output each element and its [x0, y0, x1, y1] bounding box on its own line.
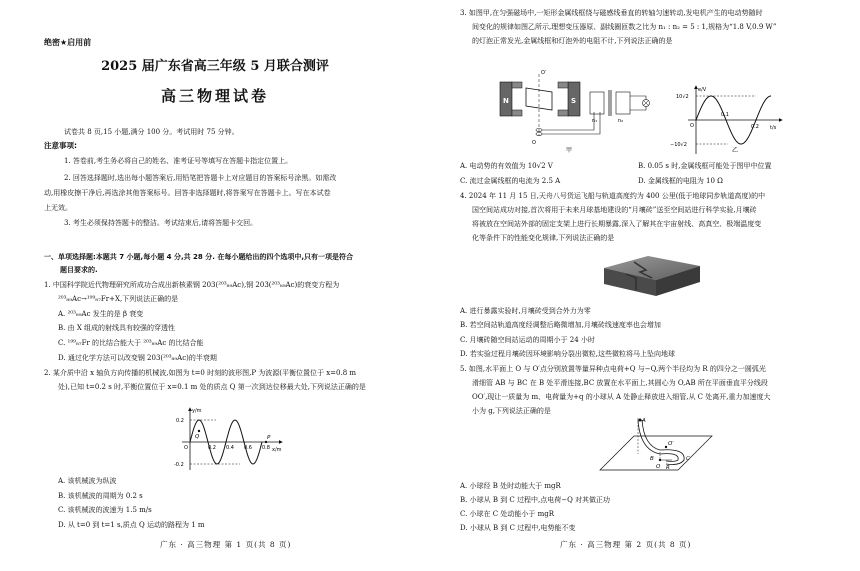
label-o2: O′	[668, 441, 674, 447]
notice-line: 1. 答卷前,考生务必将自己的姓名、准考证号等填写在答题卡指定位置上。	[64, 157, 293, 165]
point-q	[198, 430, 200, 432]
question-stem: 5. 如图,水平面上 O 与 O′点分别放置等量异种点电荷+Q 与−Q,两个半径均为 R 的四分之一圆弧光	[460, 365, 766, 373]
section-heading: 题目要求的.	[60, 266, 98, 274]
exam-intro: 试卷共 8 页,15 小题,满分 100 分。考试用时 75 分钟。	[64, 128, 239, 136]
section-heading: 一、单项选择题:本题共 7 小题,每小题 4 分,共 28 分. 在每小题给出的四个选项中,只有一项是符合	[44, 253, 353, 261]
wave-xtick: 0.2	[208, 445, 216, 451]
page-footer: 广东 · 高三物理 第 1 页(共 8 页)	[160, 540, 292, 549]
option-a: A. 进行暴露实验时,月壤砖受到合外力为零	[460, 307, 591, 315]
emf-ylabel: e/V	[698, 87, 707, 93]
question-stem: 处),已知 t=0.2 s 时,平衡位置位于 x=0.1 m 处的质点 Q 第一次到达位移最大处,下列说法正确的是	[58, 383, 366, 391]
question-stem: OO′,现让一质量为 m、电荷量为+q 的小球从 A 处静止释放进入细管,从 C 处离开,重力加速度大	[472, 393, 771, 401]
wave-ytick: -0.2	[174, 462, 184, 468]
label-n1: n₁	[592, 118, 598, 124]
label-p: P	[267, 435, 271, 441]
tube-bc	[660, 450, 684, 465]
option-c: C. 流过金属线框的电流为 2.5 A	[460, 177, 561, 185]
point-o2	[665, 446, 667, 448]
subject-title: 高三物理试卷	[160, 87, 269, 105]
label-c: C	[686, 456, 690, 462]
notice-line: 3. 考生必须保持答题卡的整洁。考试结束后,请将答题卡交回。	[64, 219, 258, 227]
wave-ytick: 0.2	[176, 418, 184, 424]
question-stem: ²⁰³₈₉Ac→¹⁹⁹₈₇Fr+X,下列说法正确的是	[58, 295, 179, 303]
wave-xlabel: x/m	[272, 447, 282, 453]
label-n: N	[503, 97, 509, 105]
wave-xtick: 0.8	[262, 445, 270, 451]
question-stem: 3. 如图甲,在匀强磁场中,一矩形金属线框绕与磁感线垂直的转轴匀速转动,发电机产生的电动势随时	[460, 9, 763, 17]
option-d: D. 通过化学方法可以改变钢 203(²⁰³₈₉Ac)的半衰期	[58, 354, 217, 362]
option-a: A. 该机械波为纵波	[58, 477, 117, 485]
notice-line: 上无效。	[44, 204, 72, 212]
emf-xtick: 0.2	[751, 124, 759, 130]
question-stem: 间变化的规律如图乙所示,理想变压器原、副线圈匝数之比为 n₁ : n₂ = 5 : 1,规格为“1.8 V,0.9 W”	[472, 23, 777, 31]
label-o: O	[532, 140, 536, 146]
notice-line: 2. 回答选择题时,选出每小题答案后,用铅笔把答题卡上对应题目的答案标号涂黑。如需改	[64, 174, 337, 182]
option-b: B. 若空间站轨道高度经调整后略微增加,月壤砖线速度率也会增加	[460, 321, 661, 329]
option-b: B. 0.05 s 时,金属线框可能处于图甲中位置	[638, 162, 772, 170]
question-stem: 2. 某介质中沿 x 轴负方向传播的机械波,如图为 t=0 时刻的波形图,P 为波源(平衡位置位于 x=0.8 m	[44, 369, 357, 377]
option-b: B. 由 X 组成的射线具有较强的穿透性	[58, 324, 176, 332]
exam-title: 2025 届广东省高三年级 5 月联合测评	[101, 59, 329, 74]
generator-figure	[490, 52, 660, 152]
option-c: C. 月壤砖随空间站运动的周期小于 24 小时	[460, 336, 595, 344]
emf-ytick: −10√2	[670, 142, 687, 148]
transformer-secondary	[616, 92, 630, 114]
label-s: S	[571, 97, 577, 105]
emf-xtick: 0.1	[721, 112, 729, 118]
question-stem: 1. 中国科学院近代物理研究所成功合成出新核素钢 203(²⁰³₈₉Ac),钢 203(²⁰³₈₉Ac)的衰变方程为	[44, 281, 340, 289]
option-a: A. ²⁰³₈₉Ac 发生的是 β 衰变	[58, 310, 144, 318]
emf-origin: O	[690, 123, 694, 129]
question-stem: 将被放在空间站外部的固定支架上进行长期暴露,深入了解其在宇宙射线、高真空、极端温度变	[472, 220, 762, 228]
caption-b: 乙	[732, 147, 739, 154]
question-stem: 化等条件下的性能变化规律,下列说法正确的是	[472, 234, 615, 242]
wave-ylabel: y/m	[192, 408, 202, 414]
wave-origin: O	[184, 445, 188, 451]
secret-label: 绝密★启用前	[44, 38, 92, 47]
label-r: R	[666, 465, 670, 471]
question-stem: 小为 g,下列说法正确的是	[472, 407, 551, 415]
wave-xtick: 0.6	[244, 445, 252, 451]
point-o	[659, 459, 661, 461]
lunar-brick-photo	[596, 250, 706, 300]
emf-ytick: 10√2	[676, 94, 689, 100]
option-c: C. ¹⁹⁹₈₇Fr 的比结合能大于 ²⁰³₈₉Ac 的比结合能	[58, 339, 204, 347]
option-b: B. 该机械波的周期为 0.2 s	[58, 492, 143, 500]
option-d: D. 金属线框的电阻为 10 Ω	[638, 177, 723, 185]
page-footer: 广东 · 高三物理 第 2 页(共 8 页)	[560, 540, 692, 549]
transformer-primary	[590, 92, 604, 114]
wave-xtick: 0.4	[226, 445, 234, 451]
caption-a: 甲	[566, 147, 573, 154]
question-stem: 国空间站成功对接,首次将用于未来月球基地建设的“月壤砖”送至空间站进行科学实验,月壤砖	[472, 206, 757, 214]
point-p	[265, 441, 267, 443]
notice-line: 动,用橡皮擦干净后,再选涂其他答案标号。回答非选择题时,将答案写在答题卡上。写在本试卷	[44, 189, 331, 197]
option-a: A. 小球经 B 处时动能大于 mgR	[460, 482, 561, 490]
label-b: B	[650, 456, 654, 462]
label-o2: O′	[541, 70, 547, 76]
tube-figure	[594, 414, 718, 482]
question-stem: 4. 2024 年 11 月 15 日,天舟八号货运飞船与轨道高度约为 400 公里(低于地球同步轨道高度)的中	[460, 192, 766, 200]
label-o: O	[656, 464, 661, 470]
label-a: A	[642, 418, 646, 424]
emf-xlabel: t/s	[770, 125, 777, 131]
wave-figure	[168, 404, 286, 474]
option-d: D. 若实验过程月壤砖因环境影响分裂出微粒,这些微粒将马上坠向地球	[460, 350, 676, 358]
option-d: D. 从 t=0 到 t=1 s,质点 Q 运动的路程为 1 m	[58, 521, 205, 529]
option-b: B. 小球从 B 到 C 过程中,点电荷−Q 对其做正功	[460, 496, 611, 504]
option-c: C. 小球在 C 处动能小于 mgR	[460, 510, 554, 518]
option-c: C. 该机械波的波速为 1.5 m/s	[58, 506, 152, 514]
label-n2: n₂	[618, 118, 624, 124]
option-a: A. 电动势的有效值为 10√2 V	[460, 162, 553, 170]
page-2	[430, 0, 860, 571]
emf-graph	[666, 84, 786, 156]
option-d: D. 小球从 B 到 C 过程中,电势能不变	[460, 524, 576, 532]
notice-title: 注意事项:	[44, 141, 77, 150]
label-q: Q	[195, 434, 200, 440]
question-stem: 的灯泡正常发光,金属线框和灯泡外的电阻不计,下列说法正确的是	[472, 37, 673, 45]
question-stem: 滑细管 AB 与 BC 在 B 处平滑连接,BC 放置在水平面上,其圆心为 O,AB 所在平面垂直平分线段	[472, 379, 768, 387]
